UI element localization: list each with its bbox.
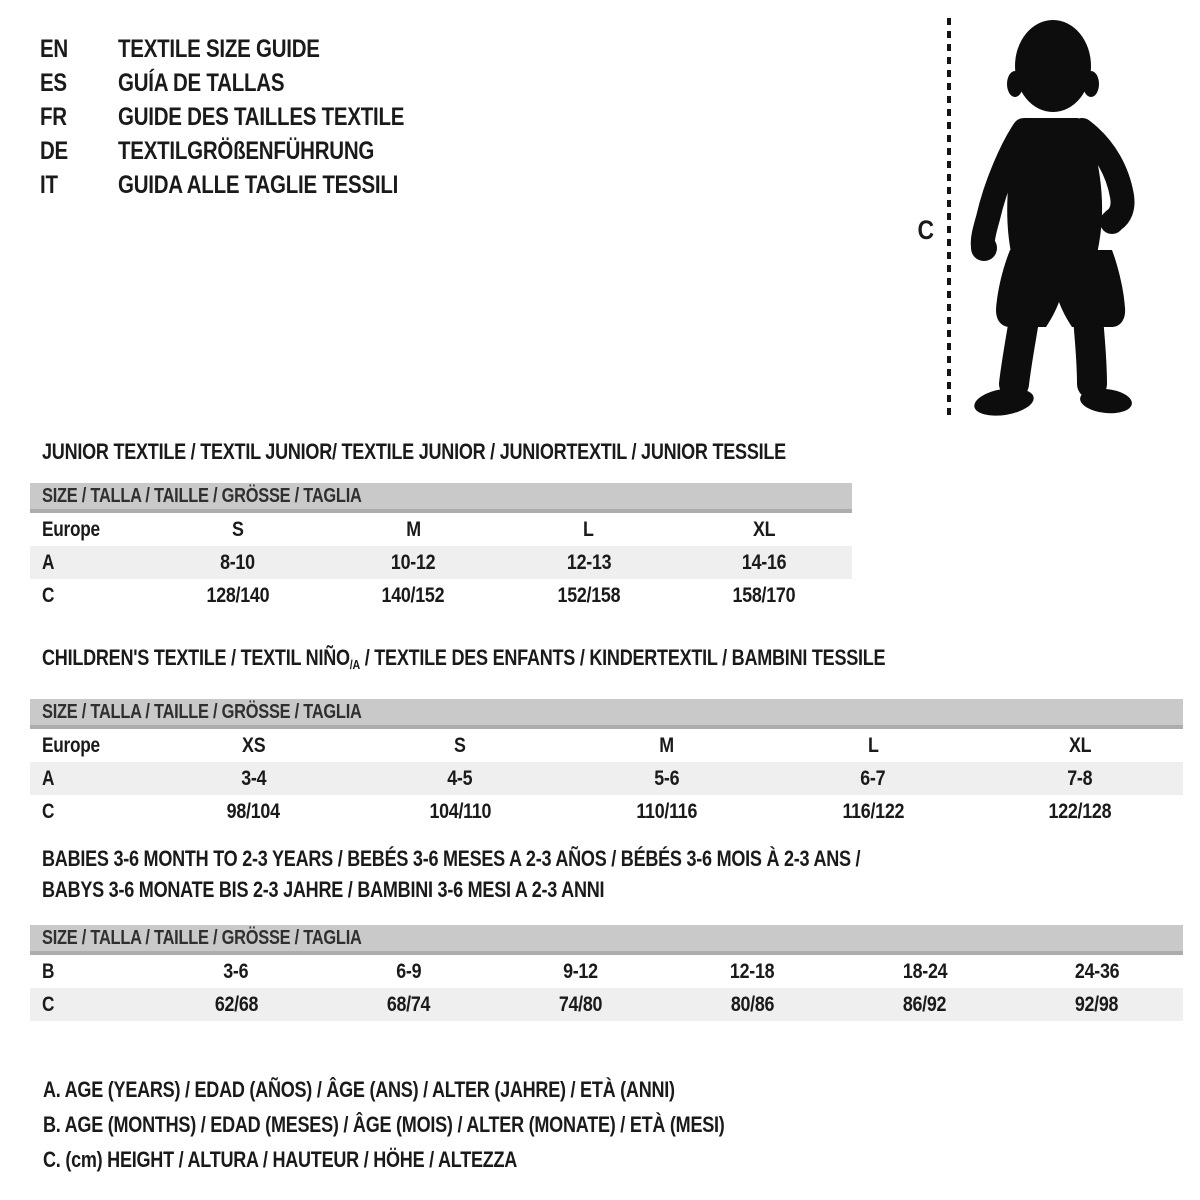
size-table-babies — [30, 925, 1183, 1021]
section-title — [42, 874, 1183, 905]
row-label-text: C — [42, 799, 55, 823]
size-table-children — [30, 699, 1183, 828]
size-cell-text: 140/152 — [381, 583, 445, 607]
size-cell — [326, 551, 502, 575]
size-cell-text: XL — [753, 517, 776, 541]
size-cell-text: 7-8 — [1067, 766, 1093, 790]
size-cell-text: L — [867, 733, 879, 757]
row-label-text: Europe — [42, 517, 100, 541]
section-title-line — [42, 436, 786, 467]
size-cell-text: 12-18 — [730, 959, 775, 983]
legend-line-text: A. AGE (YEARS) / EDAD (AÑOS) / ÂGE (ANS) / ALTER (JAHRE) / ETÀ (ANNI) — [43, 1077, 675, 1102]
section-junior — [30, 436, 949, 612]
language-title — [118, 103, 467, 132]
size-cell-text: 116/122 — [842, 799, 904, 823]
language-code — [40, 171, 118, 200]
size-cell — [677, 584, 853, 608]
size-cell-text: 74/80 — [558, 992, 603, 1016]
language-row — [40, 66, 467, 100]
legend — [43, 1072, 874, 1177]
size-cell — [839, 993, 1011, 1017]
size-cell-text: 86/92 — [903, 992, 947, 1016]
size-cell — [150, 767, 357, 791]
language-title — [118, 69, 321, 98]
section-title-line — [42, 874, 604, 905]
size-cell-text: 92/98 — [1075, 992, 1119, 1016]
size-table-header-text: SIZE / TALLA / TAILLE / GRÖSSE / TAGLIA — [42, 700, 362, 723]
size-cell — [1011, 960, 1183, 984]
section-title — [42, 642, 1183, 680]
size-cell — [326, 518, 502, 542]
language-row — [40, 100, 467, 134]
section-title-text: /A — [349, 657, 360, 672]
size-cell — [770, 800, 977, 824]
size-table-header-text: SIZE / TALLA / TAILLE / GRÖSSE / TAGLIA — [42, 926, 362, 949]
section-title-line — [42, 843, 860, 874]
row-label — [30, 551, 150, 575]
language-title — [118, 137, 430, 166]
section-title-text: JUNIOR TEXTILE / TEXTIL JUNIOR/ TEXTILE JUNIOR / JUNIORTEXTIL / JUNIOR TESSILE — [42, 439, 786, 464]
language-row — [40, 32, 467, 66]
size-cell — [494, 993, 666, 1017]
size-cell — [494, 960, 666, 984]
size-cell — [150, 551, 326, 575]
size-cell-text: 158/170 — [732, 583, 796, 607]
section-children — [30, 642, 1183, 828]
size-cell-text: M — [405, 517, 421, 541]
size-cell — [667, 960, 839, 984]
section-title-text: BABYS 3-6 MONATE BIS 2-3 JAHRE / BAMBINI 3-6 MESI A 2-3 ANNI — [42, 877, 605, 902]
toddler-figure — [971, 20, 1133, 418]
table-row — [30, 762, 1183, 795]
size-cell — [150, 734, 357, 758]
size-cell — [563, 734, 770, 758]
size-cell — [150, 960, 322, 984]
row-label-text: A — [42, 766, 55, 790]
language-title — [118, 171, 460, 200]
size-cell — [667, 993, 839, 1017]
size-cell — [976, 800, 1183, 824]
language-code-text: EN — [40, 34, 68, 63]
size-cell-text: S — [454, 733, 466, 757]
row-label — [30, 518, 150, 542]
row-label-text: A — [42, 550, 55, 574]
size-cell-text: 5-6 — [653, 766, 679, 790]
language-code — [40, 137, 118, 166]
section-title — [42, 843, 1183, 874]
size-cell — [357, 800, 564, 824]
size-cell — [150, 993, 322, 1017]
size-cell-text: 14-16 — [742, 550, 787, 574]
size-cell — [770, 734, 977, 758]
language-code-text: DE — [40, 136, 68, 165]
language-list — [40, 32, 467, 202]
size-cell — [150, 584, 326, 608]
section-title-text: CHILDREN'S TEXTILE / TEXTIL NIÑO — [42, 645, 350, 670]
language-title-text: TEXTILGRÖßENFÜHRUNG — [118, 136, 375, 165]
row-label — [30, 584, 150, 608]
size-cell — [357, 767, 564, 791]
table-row — [30, 955, 1183, 988]
size-cell — [677, 551, 853, 575]
row-label — [30, 734, 150, 758]
row-label — [30, 767, 150, 791]
language-row — [40, 168, 467, 202]
legend-line-text: B. AGE (MONTHS) / EDAD (MESES) / ÂGE (MOIS) / ALTER (MONATE) / ETÀ (MESI) — [43, 1112, 725, 1137]
row-label-text: C — [42, 992, 55, 1016]
size-cell — [1011, 993, 1183, 1017]
size-table-header — [30, 699, 1183, 729]
section-title — [42, 436, 949, 467]
language-title — [118, 35, 364, 64]
table-row — [30, 729, 1183, 762]
size-cell-text: M — [659, 733, 674, 757]
size-cell-text: 3-4 — [240, 766, 266, 790]
size-cell — [976, 734, 1183, 758]
legend-line — [43, 1142, 874, 1177]
size-cell-text: 9-12 — [563, 959, 598, 983]
size-cell — [150, 800, 357, 824]
language-code-text: FR — [40, 102, 67, 131]
table-row — [30, 513, 852, 546]
size-cell-text: 4-5 — [447, 766, 473, 790]
size-table-junior — [30, 483, 852, 612]
row-label — [30, 960, 150, 984]
size-cell-text: 24-36 — [1074, 959, 1120, 983]
size-cell — [501, 551, 677, 575]
size-cell — [677, 518, 853, 542]
size-cell-text: 110/116 — [636, 799, 697, 823]
size-cell-text: 104/110 — [429, 799, 491, 823]
size-cell-text: 18-24 — [902, 959, 947, 983]
language-title-text: GUIDA ALLE TAGLIE TESSILI — [118, 170, 399, 199]
size-cell — [150, 518, 326, 542]
language-row — [40, 134, 467, 168]
size-cell — [563, 767, 770, 791]
size-cell — [322, 993, 494, 1017]
section-title-line — [42, 642, 885, 680]
legend-line-text: C. (cm) HEIGHT / ALTURA / HAUTEUR / HÖHE / ALTEZZA — [43, 1147, 518, 1172]
size-cell-text: XL — [1068, 733, 1091, 757]
size-cell-text: 6-9 — [395, 959, 421, 983]
row-label-text: C — [42, 583, 55, 607]
language-code — [40, 35, 118, 64]
language-code-text: IT — [40, 170, 58, 199]
row-label-text: B — [42, 959, 55, 983]
row-label — [30, 800, 150, 824]
size-cell-text: L — [583, 517, 595, 541]
size-cell — [326, 584, 502, 608]
height-measure-line — [947, 18, 951, 415]
size-table-header — [30, 925, 1183, 955]
legend-line — [43, 1072, 874, 1107]
size-cell — [501, 584, 677, 608]
section-title-text: / TEXTILE DES ENFANTS / KINDERTEXTIL / BAMBINI TESSILE — [359, 645, 886, 670]
language-title-text: TEXTILE SIZE GUIDE — [118, 34, 320, 63]
size-cell-text: 152/158 — [557, 583, 621, 607]
size-cell-text: 10-12 — [391, 550, 436, 574]
section-babies — [30, 843, 1183, 1021]
size-cell — [770, 767, 977, 791]
language-code-text: ES — [40, 68, 67, 97]
size-cell-text: 6-7 — [860, 766, 886, 790]
size-cell-text: 68/74 — [386, 992, 430, 1016]
language-title-text: GUIDE DES TAILLES TEXTILE — [118, 102, 405, 131]
size-cell-text: 8-10 — [220, 550, 256, 574]
size-table-header-text: SIZE / TALLA / TAILLE / GRÖSSE / TAGLIA — [42, 484, 362, 507]
size-cell-text: 128/140 — [206, 583, 270, 607]
size-cell-text: 98/104 — [226, 799, 280, 823]
language-code — [40, 103, 118, 132]
language-code — [40, 69, 118, 98]
toddler-silhouette-image — [966, 18, 1136, 418]
height-measure-label: C — [917, 215, 934, 245]
size-cell — [976, 767, 1183, 791]
size-cell-text: 3-6 — [223, 959, 249, 983]
legend-line — [43, 1107, 874, 1142]
table-row — [30, 546, 852, 579]
table-row — [30, 795, 1183, 828]
size-cell-text: 80/86 — [730, 992, 775, 1016]
size-cell — [563, 800, 770, 824]
size-cell-text: 62/68 — [214, 992, 258, 1016]
language-title-text: GUÍA DE TALLAS — [118, 68, 285, 97]
size-cell-text: 122/128 — [1048, 799, 1112, 823]
size-cell — [839, 960, 1011, 984]
size-cell-text: XS — [241, 733, 265, 757]
size-cell-text: S — [231, 517, 244, 541]
size-cell — [501, 518, 677, 542]
size-cell-text: 12-13 — [566, 550, 611, 574]
table-row — [30, 579, 852, 612]
row-label — [30, 993, 150, 1017]
size-cell — [322, 960, 494, 984]
size-cell — [357, 734, 564, 758]
table-row — [30, 988, 1183, 1021]
size-table-header — [30, 483, 852, 513]
section-title-text: BABIES 3-6 MONTH TO 2-3 YEARS / BEBÉS 3-6 MESES A 2-3 AÑOS / BÉBÉS 3-6 MOIS À 2-3 ANS / — [42, 846, 861, 871]
row-label-text: Europe — [42, 733, 100, 757]
